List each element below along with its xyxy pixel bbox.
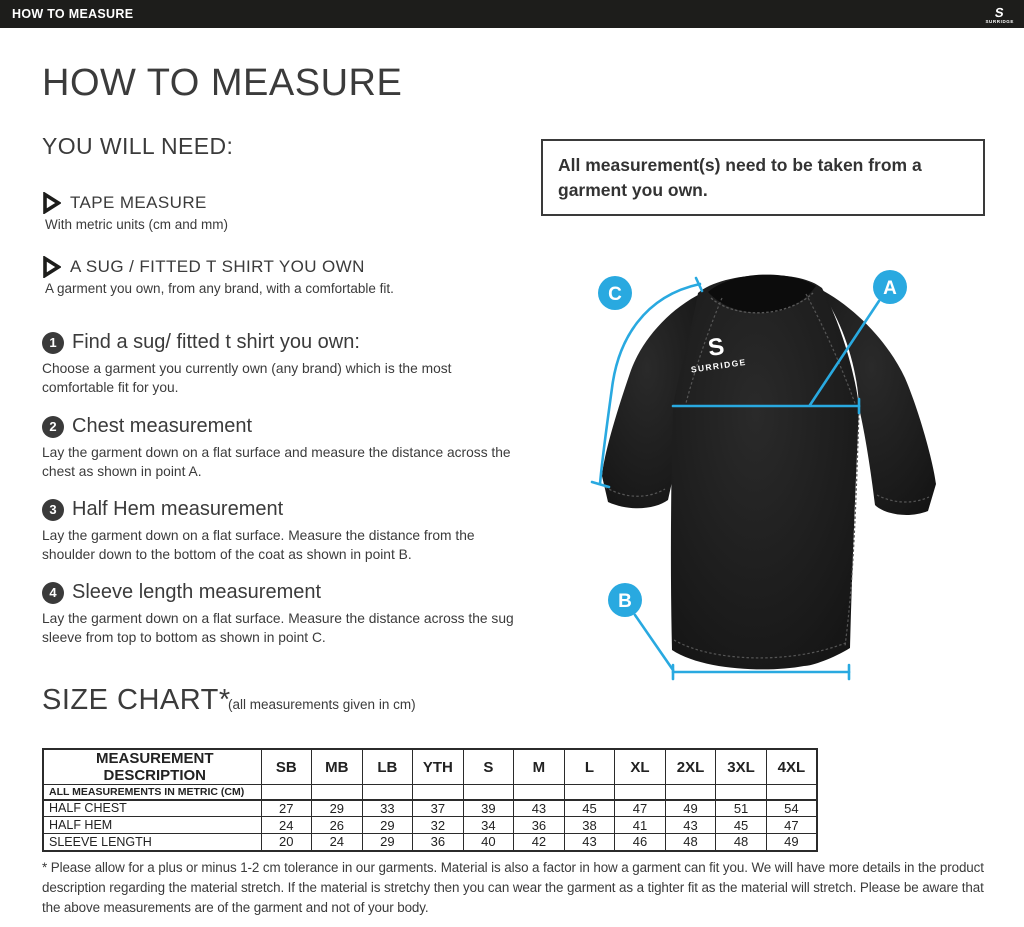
cell: 46 [615,834,666,851]
cell-empty [413,785,464,800]
cell-empty [615,785,666,800]
cell: 29 [362,817,413,834]
cell: 29 [312,800,363,817]
row-label: HALF HEM [43,817,261,834]
column-header: YTH [413,749,464,785]
need-item-head [42,192,522,214]
cell-empty [564,785,615,800]
need-item-head [42,256,522,278]
triangle-bullet-icon [42,256,61,278]
cell-empty [665,785,716,800]
cell: 42 [514,834,565,851]
cell: 36 [413,834,464,851]
cell: 51 [716,800,767,817]
cell-empty [312,785,363,800]
cell: 43 [514,800,565,817]
column-header: L [564,749,615,785]
topbar-title: HOW TO MEASURE [12,7,134,21]
cell-empty [716,785,767,800]
shirt-logo-s: S [706,332,726,362]
column-header: XL [615,749,666,785]
step-number-badge: 2 [42,416,64,438]
table-row-half-chest [43,800,817,817]
step-4 [42,581,527,648]
table-row-half-hem [43,817,817,834]
cell: 24 [312,834,363,851]
step-description: Lay the garment down on a flat surface. Measure the distance across the sug sleeve from top to bottom as shown in point C. [42,611,514,646]
t-shirt-measurement-diagram [572,248,1017,693]
column-header: S [463,749,514,785]
metric-note-cell: ALL MEASUREMENTS IN METRIC (CM) [43,785,261,800]
measurement-note-box: All measurement(s) need to be taken from a garment you own. [541,139,985,216]
cell: 29 [362,834,413,851]
step-1 [42,331,527,398]
column-header: 3XL [716,749,767,785]
cell: 37 [413,800,464,817]
cell: 45 [564,800,615,817]
cell: 32 [413,817,464,834]
step-head [42,498,527,521]
step-title: Sleeve length measurement [72,581,322,603]
column-header: 2XL [665,749,716,785]
step-number-badge: 1 [42,332,64,354]
marker-b-pointer-line [635,615,673,670]
column-header: MB [312,749,363,785]
cell: 34 [463,817,514,834]
step-head [42,581,527,604]
triangle-bullet-icon [42,192,61,214]
tolerance-disclaimer: * Please allow for a plus or minus 1-2 cm tolerance in our garments. Material is also a factor in how a garment can fit you. We will have more details in the product description regarding the material stretch. If the material is stretchy then you can wear the garment as a tighter fit as the material will stretch. Please be aware that the above measurements are of the garment and not of your body. [42,860,984,916]
cell: 33 [362,800,413,817]
top-bar [0,0,1024,28]
step-number-badge: 3 [42,499,64,521]
surridge-s-icon: S [994,4,1006,20]
cell-empty [766,785,817,800]
column-header: 4XL [766,749,817,785]
cell: 48 [665,834,716,851]
step-title: Find a sug/ fitted t shirt you own: [72,331,360,353]
column-header: LB [362,749,413,785]
need-item-label: TAPE MEASURE [70,193,207,212]
cell: 20 [261,834,312,851]
row-label: SLEEVE LENGTH [43,834,261,851]
table-row-sleeve-length [43,834,817,851]
need-item-desc: With metric units (cm and mm) [45,217,229,232]
shirt-torso [671,275,859,669]
need-item-label: A SUG / FITTED T SHIRT YOU OWN [70,257,365,276]
size-chart-table [42,748,818,852]
cell: 49 [766,834,817,851]
step-title: Chest measurement [72,415,253,437]
shirt-logo-word: SURRIDGE [690,356,748,375]
step-head [42,415,527,438]
step-head [42,331,527,354]
need-item-t-shirt [42,256,522,296]
need-item-tape-measure [42,192,522,232]
step-title: Half Hem measurement [72,498,284,520]
cell-empty [261,785,312,800]
step-description: Lay the garment down on a flat surface and measure the distance across the chest as shown in point A. [42,445,511,480]
column-header: MEASUREMENT DESCRIPTION [43,749,261,785]
cell: 47 [766,817,817,834]
cell: 41 [615,817,666,834]
cell: 38 [564,817,615,834]
cell-empty [514,785,565,800]
cell-empty [463,785,514,800]
cell: 24 [261,817,312,834]
marker-c-label: C [608,284,622,305]
marker-a-label: A [883,278,897,299]
step-description: Choose a garment you currently own (any brand) which is the most comfortable fit for you. [42,361,452,396]
size-chart-heading: SIZE CHART* [42,684,231,716]
cell: 26 [312,817,363,834]
surridge-wordmark: SURRIDGE [985,18,1014,24]
column-header: M [514,749,565,785]
cell: 40 [463,834,514,851]
metric-note-row [43,785,817,800]
step-number-badge: 4 [42,582,64,604]
cell: 54 [766,800,817,817]
cell: 36 [514,817,565,834]
cell-empty [362,785,413,800]
size-chart-unit-note: (all measurements given in cm) [228,697,416,712]
size-chart-header-row [43,749,817,785]
cell: 49 [665,800,716,817]
column-header: SB [261,749,312,785]
step-3 [42,498,527,565]
marker-b-label: B [618,591,632,612]
cell: 47 [615,800,666,817]
surridge-logo [985,4,1014,25]
cell: 43 [564,834,615,851]
step-description: Lay the garment down on a flat surface. Measure the distance from the shoulder down to the bottom of the coat as shown in point B. [42,528,475,563]
step-2 [42,415,527,482]
page-title: HOW TO MEASURE [42,62,403,104]
cell: 43 [665,817,716,834]
cell: 27 [261,800,312,817]
need-item-desc: A garment you own, from any brand, with a comfortable fit. [45,281,394,296]
you-will-need-heading: YOU WILL NEED: [42,133,234,159]
cell: 48 [716,834,767,851]
cell: 39 [463,800,514,817]
cell: 45 [716,817,767,834]
row-label: HALF CHEST [43,800,261,817]
